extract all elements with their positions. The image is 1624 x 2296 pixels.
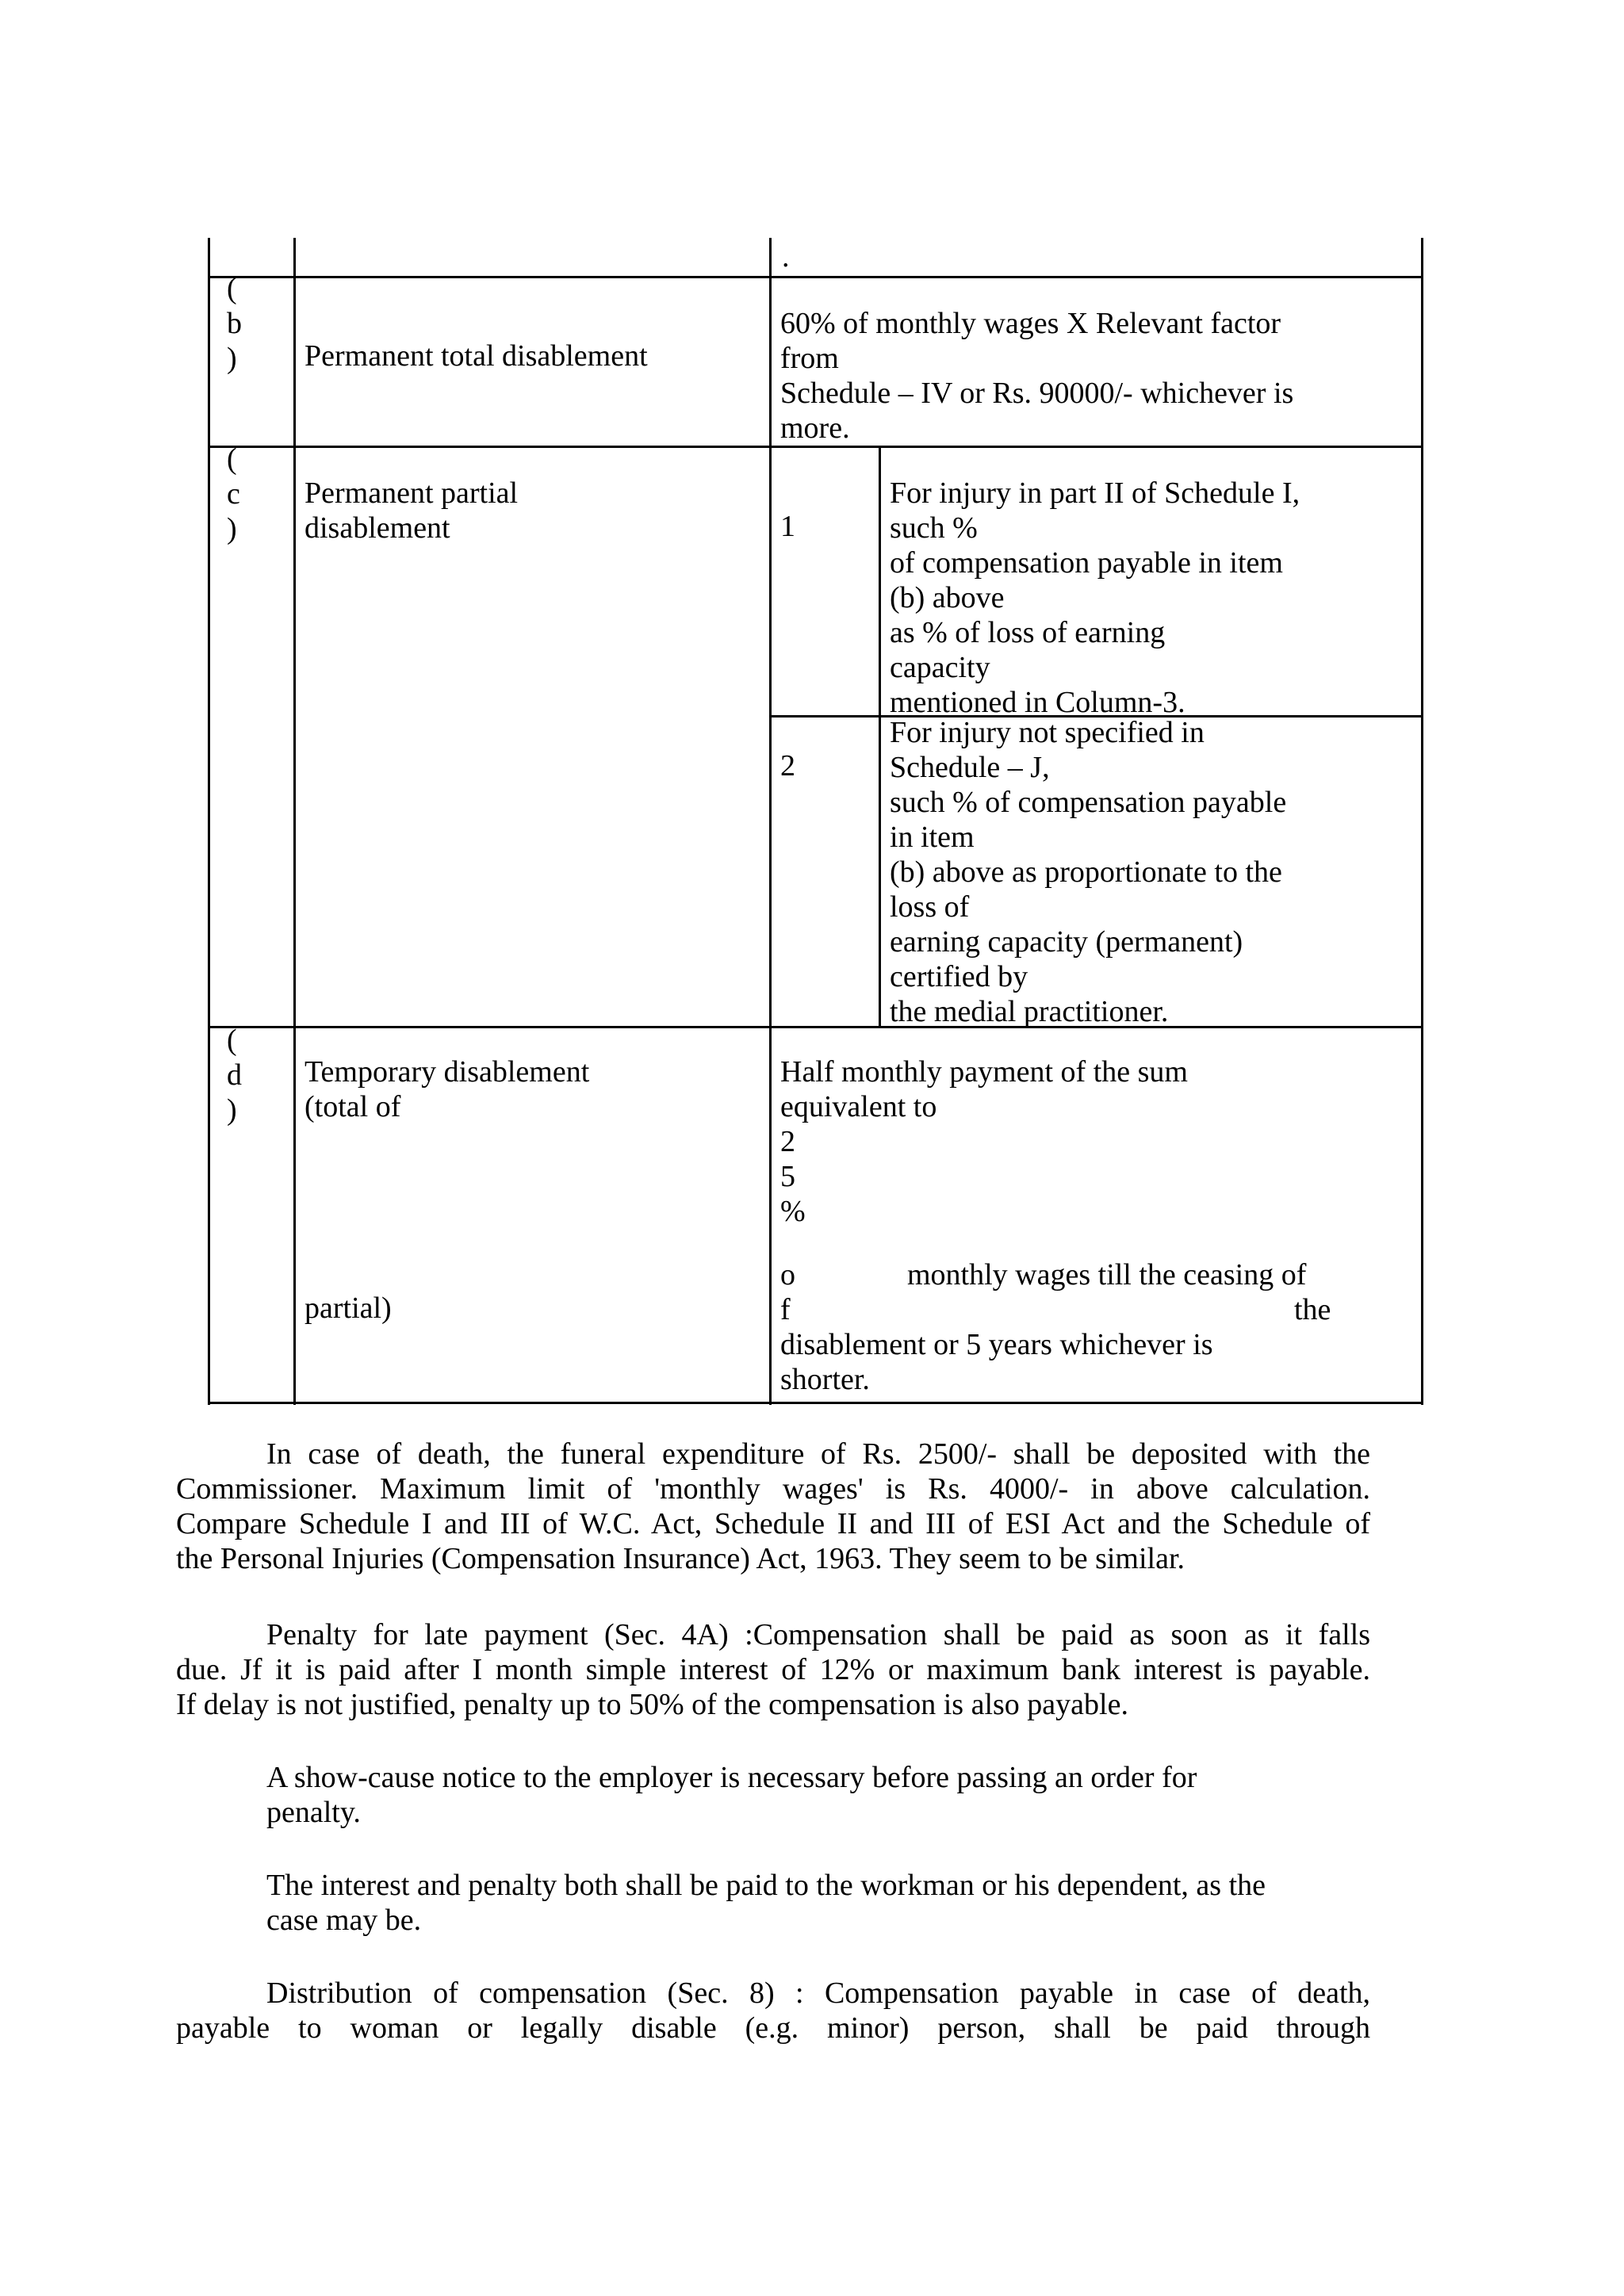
row-b-description: Permanent total disablement (304, 339, 648, 373)
table-rule-1 (208, 276, 1423, 278)
paragraph-show-cause-notice: A show-cause notice to the employer is necessary before passing an order for penalty. (266, 1761, 1197, 1829)
table-border-right (1421, 238, 1423, 1405)
table-rule-2 (208, 446, 1423, 448)
row-b-label: ( b ) (227, 272, 242, 375)
row-d-amount: Half monthly payment of the sum equivalent to 2 5 % (780, 1055, 1188, 1228)
row-d-amount-tail: disablement or 5 years whichever is shorter. (780, 1328, 1213, 1396)
row-b-amount: 60% of monthly wages X Relevant factor from Schedule – IV or Rs. 90000/- whichever is more. (780, 307, 1294, 445)
table-divider-desc (769, 238, 772, 1405)
table-border-left (208, 238, 210, 1405)
table-border-bottom (208, 1402, 1423, 1404)
row-d-amount-o: o (780, 1258, 795, 1292)
paragraph-penalty-late-payment: Penalty for late payment (Sec. 4A) :Compensation shall be paid as soon as it falls due. Jf it is paid after I month simple interest of 12% or maximum bank interest is payable. If delay is not justified, penalty up to 50% of the compensation is also payable. (176, 1618, 1370, 1721)
row-c-sub2-text: For injury not specified in Schedule – J, such % of compensation payable in item (b) above as proportionate to the loss of earning capacity (permanent) certified by the medial practitioner. (890, 716, 1287, 1028)
row-d-amount-f-rest: the (1294, 1293, 1331, 1326)
row-d-description-tail: partial) (304, 1292, 392, 1325)
row-c-sub1-number: 1 (780, 510, 795, 543)
row-c-description: Permanent partial disablement (304, 476, 519, 545)
row-d-description: Temporary disablement (total of (304, 1055, 590, 1123)
row-c-sub2-number: 2 (780, 749, 795, 783)
table-divider-label (293, 238, 296, 1405)
row-d-amount-o-rest: monthly wages till the ceasing of (907, 1258, 1307, 1292)
table-divider-sub (879, 446, 881, 1027)
row-d-amount-f: f (780, 1293, 791, 1326)
row-c-sub1-text: For injury in part II of Schedule I, such % of compensation payable in item (b) above as % of loss of earning capacity mentioned in Column-3. (890, 476, 1300, 719)
paragraph-distribution-of-compensation: Distribution of compensation (Sec. 8) : Compensation payable in case of death, payable to woman or legally disable (e.g. minor) person, shall be paid through (176, 1976, 1370, 2045)
paragraph-funeral-expenditure: In case of death, the funeral expenditure of Rs. 2500/- shall be deposited with the Commissioner. Maximum limit of 'monthly wages' is Rs. 4000/- in above calculation. Compare Schedule I and III of W.C. Act, Schedule II and III of ESI Act and the Schedule of the Personal Injuries (Compensation Insurance) Act, 1963. They seem to be similar. (176, 1437, 1370, 1575)
row-d-label: ( d ) (227, 1024, 242, 1127)
paragraph-interest-and-penalty: The interest and penalty both shall be paid to the workman or his dependent, as the case may be. (266, 1869, 1266, 1937)
table-top-dot: . (782, 240, 790, 274)
row-c-label: ( c ) (227, 442, 240, 545)
